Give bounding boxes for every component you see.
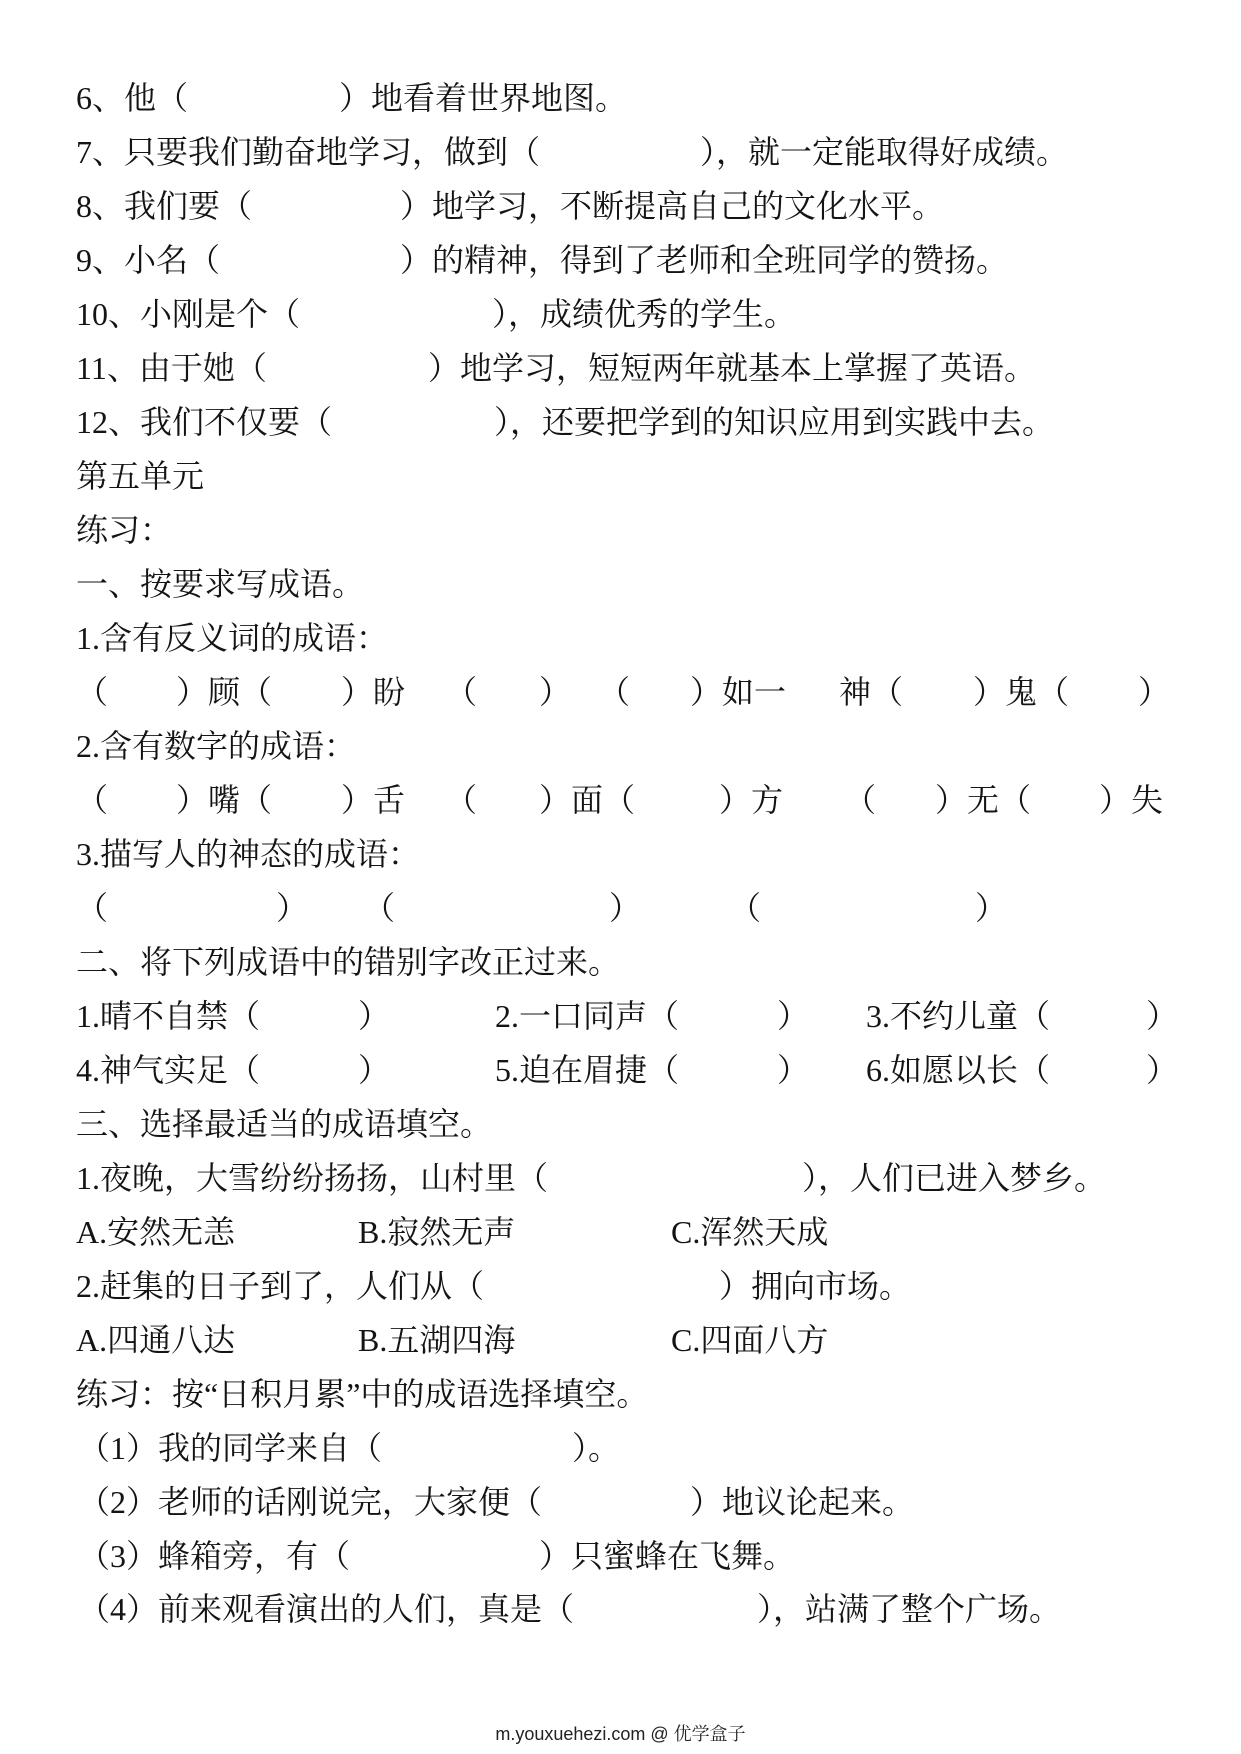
idiom-blank-part: ）盼 — [341, 674, 406, 710]
practice2-item-4 — [0, 1582, 1241, 1636]
idiom-blank-part: ）舌 — [341, 782, 406, 818]
part3-heading-line — [0, 1097, 1241, 1151]
idiom-blank-part: （ — [445, 782, 478, 818]
correction-item-5-text: 5.迫在眉捷（ — [495, 1052, 680, 1088]
idiom-blank-part: （ — [363, 890, 396, 926]
footer-watermark: m.youxuehezi.com @ 优学盒子 — [495, 1724, 746, 1744]
idiom-blank-part: （ — [729, 890, 762, 926]
idiom-blank-part: ） — [539, 674, 572, 710]
practice2-item-1-end: ）。 — [572, 1430, 621, 1466]
practice2-item-2 — [0, 1475, 1241, 1529]
choice-question-1 — [0, 1151, 1241, 1205]
practice-label: 练习： — [76, 512, 173, 548]
idiom-blank-part: 神（ — [839, 674, 904, 710]
part1-q2-answer-row — [0, 773, 1241, 827]
idiom-blank-part: ） — [1138, 674, 1171, 710]
option-b: B.五湖四海 — [358, 1322, 516, 1358]
fill-question-11 — [0, 341, 1241, 395]
question-6-continuation: ）地看着世界地图。 — [339, 80, 628, 116]
practice-label-line — [0, 503, 1241, 557]
part1-q2-prompt-line — [0, 719, 1241, 773]
idiom-blank-part: ）顾（ — [176, 674, 273, 710]
choice-question-2-stem-start: 2.赶集的日子到了，人们从（ — [76, 1268, 485, 1304]
correction-item-3-text: 3.不约儿童（ — [866, 998, 1051, 1034]
part1-q1-prompt: 1.含有反义词的成语： — [76, 620, 389, 656]
question-11-continuation: ）地学习，短短两年就基本上掌握了英语。 — [428, 350, 1037, 386]
correction-item-4-close: ） — [358, 1052, 391, 1088]
question-9-continuation: ）的精神，得到了老师和全班同学的赞扬。 — [400, 242, 1009, 278]
question-8-continuation: ）地学习，不断提高自己的文化水平。 — [400, 188, 945, 224]
choice-question-2 — [0, 1259, 1241, 1313]
idiom-blank-part: ）嘴（ — [176, 782, 273, 818]
question-12-continuation: ），还要把学到的知识应用到实践中去。 — [494, 404, 1055, 440]
practice2-item-1-start: （1）我的同学来自（ — [78, 1430, 383, 1466]
choice-question-2-stem-end: ）拥向市场。 — [719, 1268, 912, 1304]
practice2-heading-line — [0, 1367, 1241, 1421]
idiom-blank-part: （ — [598, 674, 631, 710]
idiom-blank-part: ）方 — [719, 782, 784, 818]
idiom-blank-part: ）鬼（ — [973, 674, 1070, 710]
question-6-stem: 6、他（ — [76, 80, 189, 116]
idiom-blank-part: （ — [76, 890, 109, 926]
idiom-blank-part: ）无（ — [935, 782, 1032, 818]
question-8-stem: 8、我们要（ — [76, 188, 253, 224]
practice2-item-4-start: （4）前来观看演出的人们，真是（ — [78, 1591, 575, 1627]
idiom-blank-part: （ — [76, 674, 109, 710]
part1-q3-answer-row — [0, 881, 1241, 935]
fill-question-6 — [0, 71, 1241, 125]
correction-item-6-text: 6.如愿以长（ — [866, 1052, 1051, 1088]
practice2-item-2-start: （2）老师的话刚说完，大家便（ — [78, 1484, 543, 1520]
correction-item-4-text: 4.神气实足（ — [76, 1052, 261, 1088]
option-a: A.安然无恙 — [76, 1214, 236, 1250]
correction-item-5-close: ） — [777, 1052, 810, 1088]
question-10-continuation: ），成绩优秀的学生。 — [492, 296, 797, 332]
part1-q1-prompt-line — [0, 611, 1241, 665]
question-9-stem: 9、小名（ — [76, 242, 221, 278]
question-7-continuation: ），就一定能取得好成绩。 — [700, 134, 1069, 170]
part2-heading: 二、将下列成语中的错别字改正过来。 — [76, 944, 621, 980]
correction-item-1-close: ） — [358, 998, 391, 1034]
correction-item-2-text: 2.一口同声（ — [495, 998, 680, 1034]
part2-row-1 — [0, 989, 1241, 1043]
idiom-blank-part: （ — [844, 782, 877, 818]
idiom-blank-part: ）失 — [1099, 782, 1164, 818]
idiom-blank-part: ） — [276, 890, 309, 926]
option-b: B.寂然无声 — [358, 1214, 516, 1250]
option-c: C.浑然天成 — [671, 1214, 829, 1250]
choice-question-1-stem-start: 1.夜晚，大雪纷纷扬扬，山村里（ — [76, 1160, 549, 1196]
question-10-stem: 10、小刚是个（ — [76, 296, 301, 332]
fill-question-7 — [0, 125, 1241, 179]
idiom-blank-part: ） — [609, 890, 642, 926]
practice2-item-3-start: （3）蜂箱旁，有（ — [78, 1538, 351, 1574]
idiom-blank-part: （ — [445, 674, 478, 710]
part3-heading: 三、选择最适当的成语填空。 — [76, 1106, 493, 1142]
idiom-blank-part: （ — [76, 782, 109, 818]
part1-q2-prompt: 2.含有数字的成语： — [76, 728, 357, 764]
option-c: C.四面八方 — [671, 1322, 829, 1358]
part1-q3-prompt-line — [0, 827, 1241, 881]
correction-item-6-close: ） — [1146, 1052, 1179, 1088]
part1-heading-line — [0, 557, 1241, 611]
fill-question-10 — [0, 287, 1241, 341]
practice2-item-2-end: ）地议论起来。 — [690, 1484, 915, 1520]
choice-question-2-options — [0, 1313, 1241, 1367]
part1-q1-answer-row — [0, 665, 1241, 719]
part1-q3-prompt: 3.描写人的神态的成语： — [76, 836, 421, 872]
unit-title-line — [0, 449, 1241, 503]
practice2-item-4-end: ），站满了整个广场。 — [757, 1591, 1062, 1627]
idiom-blank-part: ）面（ — [539, 782, 636, 818]
fill-question-9 — [0, 233, 1241, 287]
practice2-item-3 — [0, 1529, 1241, 1583]
question-11-stem: 11、由于她（ — [76, 350, 267, 386]
part1-heading: 一、按要求写成语。 — [76, 566, 365, 602]
choice-question-1-options — [0, 1205, 1241, 1259]
question-12-stem: 12、我们不仅要（ — [76, 404, 333, 440]
part2-heading-line — [0, 935, 1241, 989]
idiom-blank-part: ） — [975, 890, 1008, 926]
fill-question-12 — [0, 395, 1241, 449]
choice-question-1-stem-end: ），人们已进入梦乡。 — [802, 1160, 1107, 1196]
question-7-stem: 7、只要我们勤奋地学习，做到（ — [76, 134, 541, 170]
practice2-item-3-end: ）只蜜蜂在飞舞。 — [539, 1538, 796, 1574]
idiom-blank-part: ）如一 — [690, 674, 787, 710]
part2-row-2 — [0, 1043, 1241, 1097]
practice2-heading: 练习：按“日积月累”中的成语选择填空。 — [76, 1376, 649, 1412]
practice2-item-1 — [0, 1421, 1241, 1475]
fill-question-8 — [0, 179, 1241, 233]
option-a: A.四通八达 — [76, 1322, 236, 1358]
unit-title: 第五单元 — [76, 458, 205, 494]
correction-item-1-text: 1.晴不自禁（ — [76, 998, 261, 1034]
correction-item-2-close: ） — [777, 998, 810, 1034]
correction-item-3-close: ） — [1146, 998, 1179, 1034]
